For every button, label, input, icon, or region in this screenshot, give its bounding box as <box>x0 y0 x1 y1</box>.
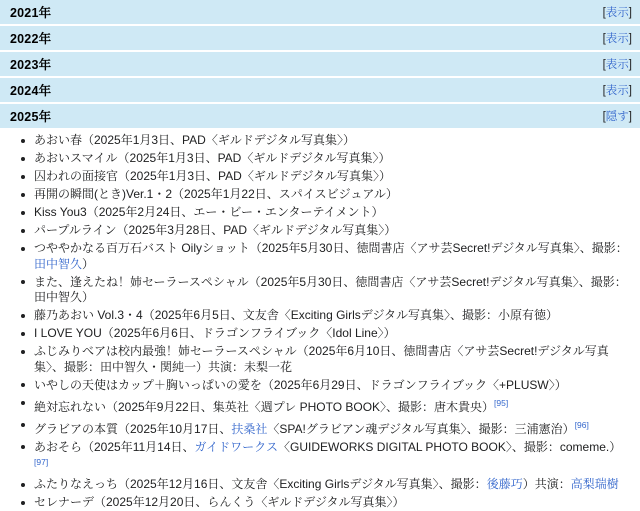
item-text: ふじみりべアは校内最強！姉セーラースペシャル（2025年6月10日、徳間書店〈アサ芸Secret!デジタル写真集〉、撮影：田中智久・関純一）共演：未梨一花 <box>34 344 609 374</box>
toggle-text[interactable]: 隠す <box>605 111 629 123</box>
item-text: つややかなる百万石バスト Oilyショット（2025年5月30日、徳間書店〈アサ芸Secret!デジタル写真集〉、撮影： <box>34 241 628 255</box>
item-link[interactable]: 高梨瑞樹 <box>570 477 619 491</box>
list-item <box>0 440 640 475</box>
list-item <box>0 326 640 342</box>
year-label: 2023年 <box>10 58 52 72</box>
toggle-text[interactable]: 表示 <box>605 59 629 71</box>
year-collapsible-headers <box>0 0 640 128</box>
toggle-text[interactable]: 表示 <box>605 85 629 97</box>
item-text: セレナーデ（2025年12月20日、らんくう〈ギルドデジタル写真集〉） <box>34 495 405 509</box>
item-text: あおい春（2025年1月3日、PAD〈ギルドデジタル写真集〉） <box>34 133 355 147</box>
toggle-text[interactable]: 表示 <box>605 7 629 19</box>
list-item <box>0 495 640 511</box>
item-text: 〈SPA!グラビアン魂デジタル写真集〉、撮影：三浦憲治） <box>267 421 575 436</box>
year-toggle-link[interactable] <box>603 4 632 20</box>
year-toggle-link[interactable] <box>603 82 632 98</box>
year-toggle-link[interactable] <box>603 108 632 124</box>
item-link[interactable]: 田中智久 <box>34 256 83 271</box>
toggle-bracket-close: ] <box>628 111 632 123</box>
year-header-2025[interactable] <box>0 104 640 128</box>
list-item <box>0 151 640 167</box>
reference-marker[interactable]: [96] <box>574 419 589 430</box>
item-text: 〈GUIDEWORKS DIGITAL PHOTO BOOK〉、撮影：comeme.） <box>278 439 622 454</box>
item-text: Kiss You3（2025年2月24日、エー・ビー・エンターテイメント） <box>34 205 384 219</box>
item-text: ）共演： <box>522 477 571 491</box>
list-item <box>0 275 640 306</box>
year-header-2023[interactable] <box>0 52 640 76</box>
item-text: あおいスマイル（2025年1月3日、PAD〈ギルドデジタル写真集〉） <box>34 151 391 165</box>
item-link[interactable]: 後藤巧 <box>486 477 523 491</box>
year-label: 2024年 <box>10 84 52 98</box>
year-header-2024[interactable] <box>0 78 640 102</box>
toggle-bracket-open: [ <box>602 7 606 19</box>
list-item <box>0 418 640 438</box>
toggle-bracket-close: ] <box>628 7 632 19</box>
list-item <box>0 223 640 239</box>
list-item <box>0 205 640 221</box>
toggle-bracket-open: [ <box>602 111 606 123</box>
toggle-text[interactable]: 表示 <box>605 33 629 45</box>
list-item <box>0 344 640 375</box>
item-text: 藤乃あおい Vol.3・4（2025年6月5日、文友舎〈Exciting Girlsデジタル写真集〉、撮影：小原有徳） <box>34 308 559 322</box>
list-item <box>0 241 640 272</box>
year-toggle-link[interactable] <box>603 56 632 72</box>
reference-marker[interactable]: [95] <box>494 397 509 408</box>
list-item <box>0 169 640 185</box>
item-text: グラビアの本質（2025年10月17日、 <box>34 421 232 436</box>
item-text: 絶対忘れない（2025年9月22日、集英社〈週プレ PHOTO BOOK〉、撮影：唐木貴央） <box>34 399 495 414</box>
year-label: 2022年 <box>10 32 52 46</box>
toggle-bracket-open: [ <box>602 33 606 45</box>
item-text: I LOVE YOU（2025年6月6日、ドラゴンフライブック〈Idol Line〉） <box>34 326 396 340</box>
list-item <box>0 378 640 394</box>
list-item <box>0 308 640 324</box>
item-text: また、逢えたね！姉セーラースペシャル（2025年5月30日、徳間書店〈アサ芸Secret!デジタル写真集〉、撮影：田中智久） <box>34 274 627 304</box>
item-text: 囚われの面接官（2025年1月3日、PAD〈ギルドデジタル写真集〉） <box>34 169 391 183</box>
year-header-2022[interactable] <box>0 26 640 50</box>
year-header-2021[interactable] <box>0 0 640 24</box>
item-link[interactable]: ガイドワークス <box>194 439 279 454</box>
list-item <box>0 187 640 203</box>
item-text: 再開の瞬間(とき)Ver.1・2（2025年1月22日、スパイスビジュアル） <box>34 187 398 201</box>
year-label: 2025年 <box>10 110 52 124</box>
year-toggle-link[interactable] <box>603 30 632 46</box>
item-text: ふたりなえっち（2025年12月16日、文友舎〈Exciting Girlsデジタル写真集〉、撮影： <box>34 477 487 491</box>
list-item <box>0 396 640 416</box>
photobook-item-list <box>0 130 640 511</box>
item-text: パープルライン（2025年3月28日、PAD〈ギルドデジタル写真集〉） <box>34 223 397 237</box>
item-text: いやしの天使はカップ＋胸いっぱいの愛を（2025年6月29日、ドラゴンフライブック〈+PLUSW〉） <box>34 377 567 392</box>
reference-marker[interactable]: [97] <box>34 457 49 467</box>
item-text: あおそら（2025年11月14日、 <box>34 439 195 454</box>
toggle-bracket-open: [ <box>602 59 606 71</box>
toggle-bracket-close: ] <box>628 59 632 71</box>
toggle-bracket-open: [ <box>602 85 606 97</box>
item-text: ） <box>82 256 95 271</box>
toggle-bracket-close: ] <box>628 33 632 45</box>
list-item <box>0 133 640 149</box>
list-item <box>0 477 640 493</box>
item-link[interactable]: 扶桑社 <box>231 421 268 436</box>
toggle-bracket-close: ] <box>628 85 632 97</box>
year-label: 2021年 <box>10 6 52 20</box>
